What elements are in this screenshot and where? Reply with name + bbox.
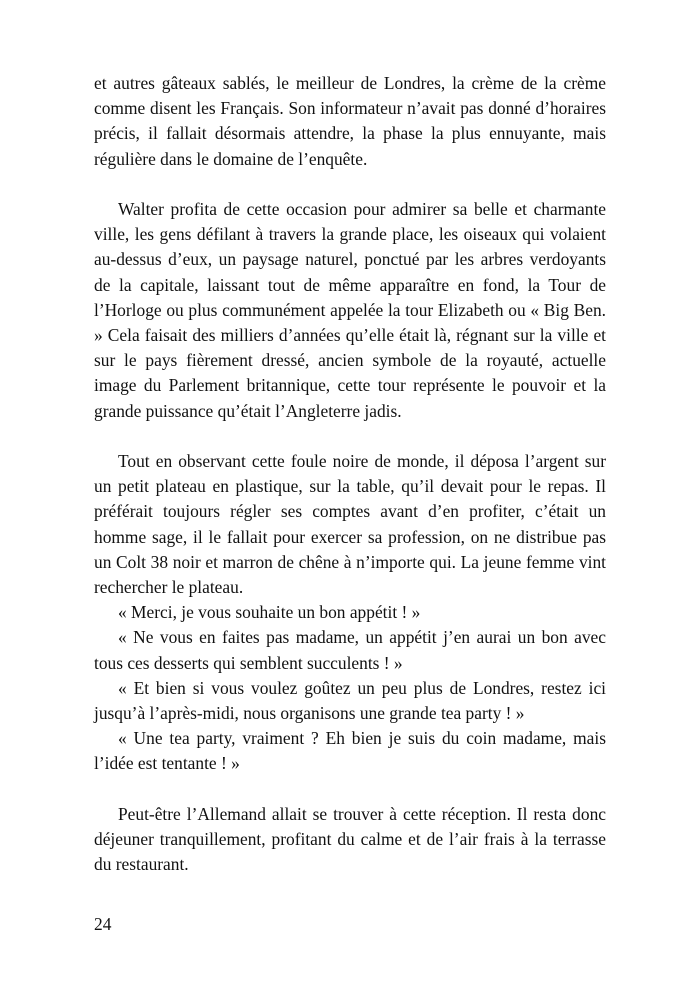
paragraph-final: Peut-être l’Allemand allait se trouver à cette réception. Il resta donc déjeuner tranquillement, profitant du calme et de l’air frais à la terrasse du restaurant. [94,803,606,875]
paragraph-2: Walter profita de cette occasion pour admirer sa belle et charmante ville, les gens défilant à travers la grande place, les oiseaux qui volaient au-dessus d’eux, un paysage naturel, ponctué par les arbres verdoyants de la capitale, laissant tout de même apparaître en fond, la Tour de l’Horloge ou plus communément appelée la tour Elizabeth ou « Big Ben. » Cela faisait des milliers d’années qu’elle était là, régnant sur la ville et sur le pays fièrement dressé, ancien symbole de la royauté, actuelle image du Parlement britannique, cette tour représente le pouvoir et la grande puissance qu’était l’Angleterre jadis. [94,199,606,421]
dialogue-line-1: « Merci, je vous souhaite un bon appétit ! » [118,602,421,623]
page-body [94,71,606,877]
paragraph-3: Tout en observant cette foule noire de monde, il déposa l’argent sur un petit plateau en plastique, sur la table, qu’il devait pour le repas. Il préférait toujours régler ses comptes avant d’en profiter, c’était un homme sage, il le fallait pour exercer sa profession, on ne distribue pas un Colt 38 noir et marron de chêne à n’importe qui. La jeune femme vint rechercher le plateau. [94,451,606,598]
dialogue-line-4: « Une tea party, vraiment ? Eh bien je suis du coin madame, mais l’idée est tentante ! » [94,728,606,774]
paragraph-1: et autres gâteaux sablés, le meilleur de Londres, la crème de la crème comme disent les Français. Son informateur n’avait pas donné d’horaires précis, il fallait désormais attendre, la phase la plus ennuyante, mais régulière dans le domaine de l’enquête. [94,73,606,169]
dialogue-line-2: « Ne vous en faites pas madame, un appétit j’en aurai un bon avec tous ces desserts qui semblent succulents ! » [94,627,606,673]
dialogue-line-3: « Et bien si vous voulez goûtez un peu plus de Londres, restez ici jusqu’à l’après-midi, nous organisons une grande tea party ! » [94,677,606,724]
page-number: 24 [94,914,112,934]
